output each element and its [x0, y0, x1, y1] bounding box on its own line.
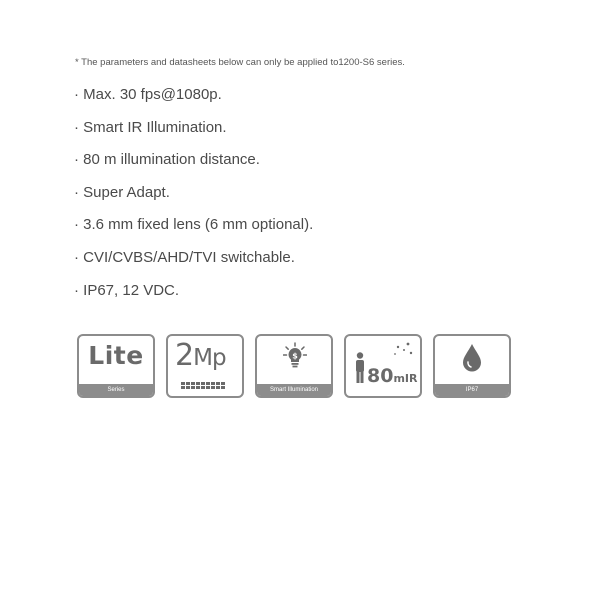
lite-series-badge [77, 334, 155, 398]
stars-icon [392, 342, 414, 358]
lightbulb-icon [283, 342, 307, 370]
resolution-badge [166, 334, 244, 398]
ir-distance-badge [344, 334, 422, 398]
ir-distance-number: 80 [367, 365, 394, 387]
smart-illumination-caption: Smart Illumination [257, 384, 331, 396]
lite-title: Lite [88, 341, 144, 370]
water-drop-icon [461, 343, 483, 373]
lite-caption: Series [79, 384, 153, 396]
feature-item: · 80 m illumination distance. [74, 151, 260, 169]
feature-item: · Super Adapt. [74, 183, 170, 201]
ir-distance-label [367, 366, 417, 389]
series-note: * The parameters and datasheets below can only be applied to1200-S6 series. [75, 57, 405, 68]
feature-item: · 3.6 mm fixed lens (6 mm optional). [74, 216, 314, 234]
resolution-unit: Mp [193, 345, 226, 371]
resolution-number: 2 [175, 338, 194, 373]
smart-illumination-badge [255, 334, 333, 398]
ir-distance-unit: mIR [393, 372, 418, 385]
resolution-label [175, 338, 226, 376]
feature-item: · CVI/CVBS/AHD/TVI switchable. [74, 248, 295, 266]
ip67-caption: IP67 [435, 384, 509, 396]
svg-text:$: $ [292, 351, 298, 361]
person-icon [355, 352, 365, 384]
feature-item: · Max. 30 fps@1080p. [74, 86, 222, 103]
pixel-grid-icon [181, 382, 225, 389]
feature-item: · Smart IR Illumination. [74, 118, 227, 136]
ip67-badge [433, 334, 511, 398]
feature-badges [77, 334, 522, 398]
feature-item: · IP67, 12 VDC. [74, 281, 180, 299]
feature-list [74, 86, 313, 314]
